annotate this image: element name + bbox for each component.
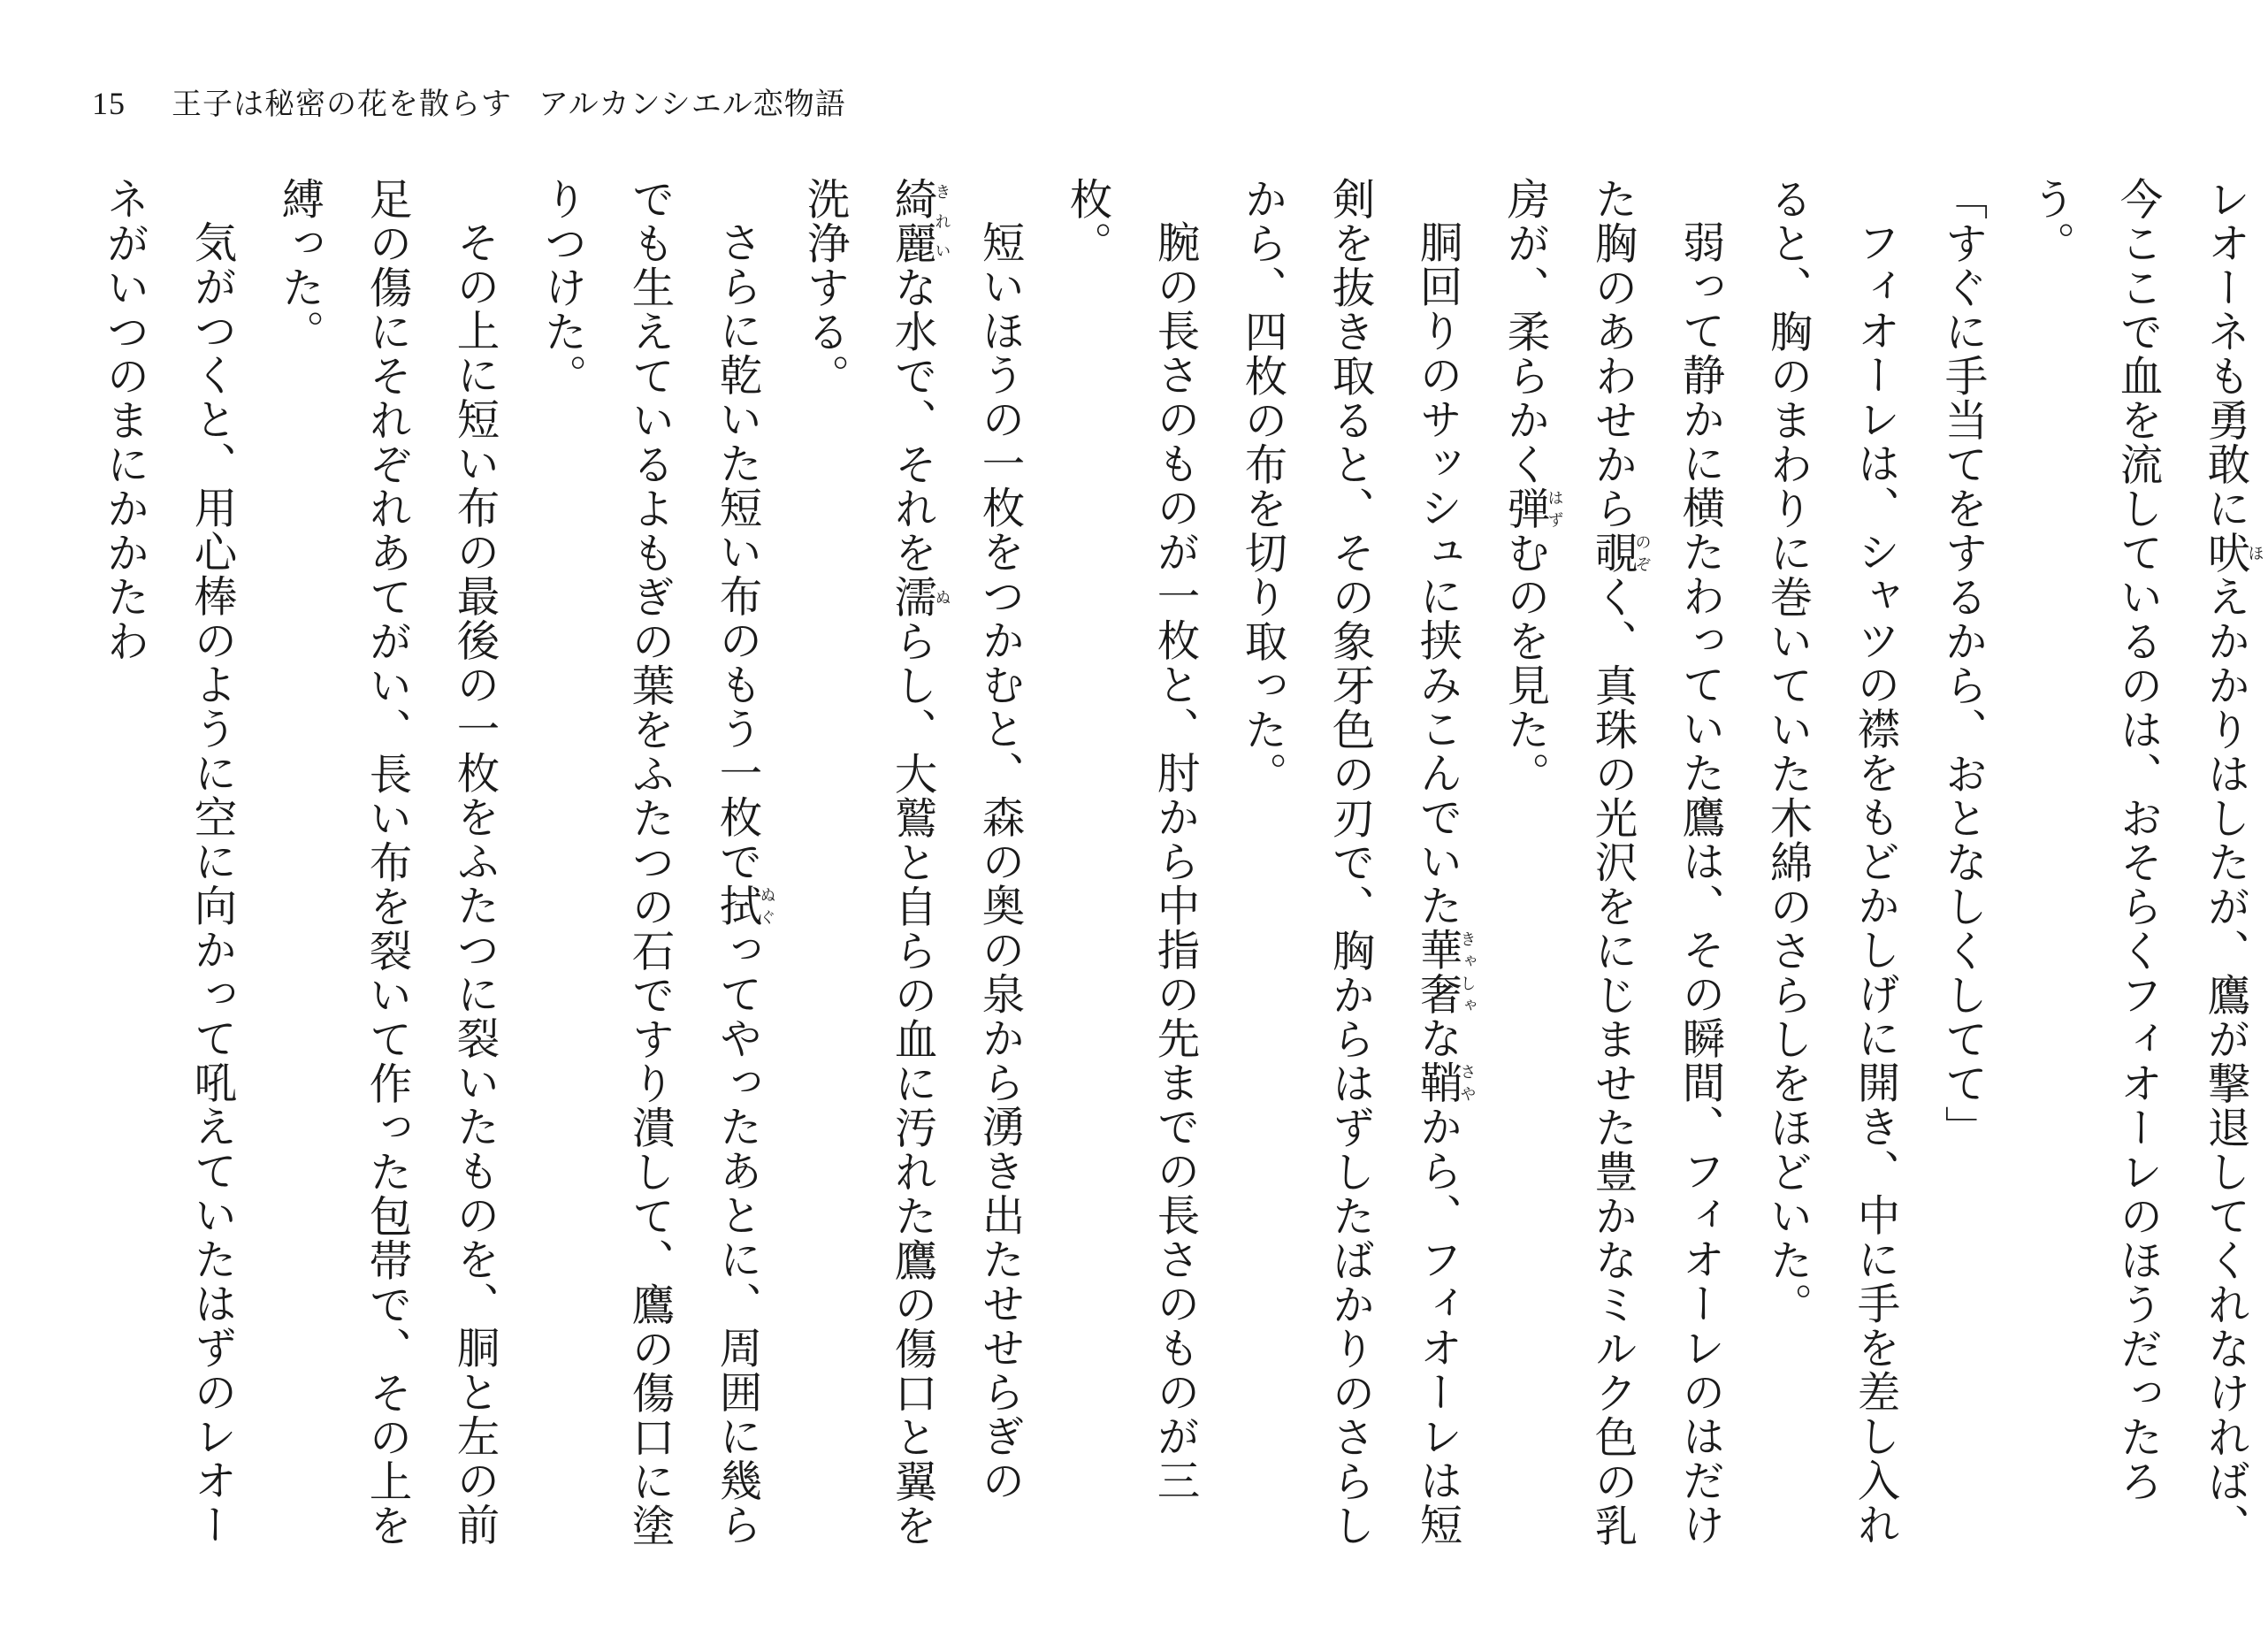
ruby-reading: ぬぐ — [757, 883, 776, 928]
text-run: さらに乾いた短い布のもう一枚で — [712, 219, 761, 883]
text-run: 短いほうの一枚をつかむと、森の奥の泉から湧き出たせせらぎの — [974, 219, 1024, 1503]
ruby-base: 弾 — [1500, 486, 1549, 531]
text-run: ってやったあとに、周囲に幾らでも生えているよもぎの葉をふたつの石ですり潰して、鷹の傷口に塗りつけた。 — [537, 177, 761, 1548]
ruby-base: 拭 — [712, 883, 761, 928]
ruby-reading: きれい — [932, 177, 951, 265]
text-run: 胴回りのサッシュに挟みこんでいた — [1412, 219, 1462, 928]
ruby-reading: のぞ — [1632, 531, 1652, 575]
page-number: 15 — [92, 86, 126, 121]
book-title: 王子は秘密の花を散らす — [172, 87, 512, 122]
ruby-word — [1412, 927, 1477, 1016]
ruby-word — [1500, 486, 1564, 531]
ruby-word — [2200, 531, 2264, 575]
text-run: な水で、それを — [887, 265, 936, 575]
paragraph-2-dialogue: 「すぐに手当てをするから、おとなしくしてて」 — [1937, 177, 1987, 1150]
ruby-reading: はず — [1545, 486, 1564, 531]
text-run: く、真珠の光沢をにじませた豊かなミルク色の乳房が、柔らかく — [1500, 177, 1637, 1548]
paragraph-5 — [1218, 177, 1480, 1583]
ruby-base: 鞘 — [1412, 1059, 1462, 1105]
ruby-reading: ほ — [2245, 531, 2264, 575]
text-run: 弱って静かに横たわっていた鷹は、その瞬間、フィオーレのはだけた胸のあわせから — [1587, 177, 1724, 1547]
series-title: アルカンシエル恋物語 — [538, 87, 846, 122]
paragraph-3: フィオーレは、シャツの襟をもどかしげに開き、中に手を差し入れると、胸のまわりに巻いていた木綿のさらしをほどいた。 — [1762, 177, 1899, 1547]
text-run: レオーネも勇敢に — [2200, 177, 2249, 531]
ruby-word — [887, 177, 951, 265]
text-run: な — [1412, 1015, 1462, 1060]
text-run: むのを見た。 — [1500, 531, 1549, 796]
paragraph-10: 気がつくと、用心棒のように空に向かって吼えていたはずのレオーネがいつのまにかかたわ — [99, 177, 236, 1547]
body-text-area — [80, 177, 2264, 1583]
running-header — [92, 80, 846, 124]
ruby-base: 吠 — [2200, 531, 2249, 575]
paragraph-8 — [517, 177, 780, 1583]
paragraph-6: 腕の長さのものが一枚と、肘から中指の先までの長さのものが三枚。 — [1062, 177, 1199, 1503]
ruby-base: 綺麗 — [887, 177, 936, 265]
ruby-word — [1412, 1059, 1477, 1105]
ruby-base: 覗 — [1587, 531, 1637, 575]
ruby-word — [1587, 531, 1652, 575]
text-run: から、フィオーレは短剣を抜き取ると、その象牙色の刃で、胸からはずしたばかりのさらしから、四枚の布を切り取った。 — [1237, 177, 1462, 1548]
vertical-body-text — [80, 177, 2268, 1583]
paragraph-9: その上に短い布の最後の一枚をふたつに裂いたものを、胴と左の前足の傷にそれぞれあてがい、長い布を裂いて作った包帯で、その上を縛った。 — [274, 177, 499, 1548]
text-run: らし、大鷲と自らの血に汚れた鷹の傷口と翼を洗浄する。 — [799, 177, 936, 1548]
paragraph-4 — [1480, 177, 1743, 1583]
ruby-reading: さや — [1457, 1059, 1477, 1105]
ruby-reading: ぬ — [932, 575, 951, 619]
ruby-reading: きゃしゃ — [1457, 927, 1477, 1016]
ruby-base: 華奢 — [1412, 927, 1462, 1016]
text-run: えかかりはしたが、鷹が撃退してくれなければ、今ここで血を流しているのは、おそらくフィオーレのほうだったろう。 — [2025, 177, 2249, 1548]
paragraph-1 — [2005, 177, 2268, 1583]
ruby-word — [887, 575, 951, 619]
ruby-word — [712, 883, 776, 928]
paragraph-7 — [780, 177, 1042, 1583]
ruby-base: 濡 — [887, 575, 936, 619]
